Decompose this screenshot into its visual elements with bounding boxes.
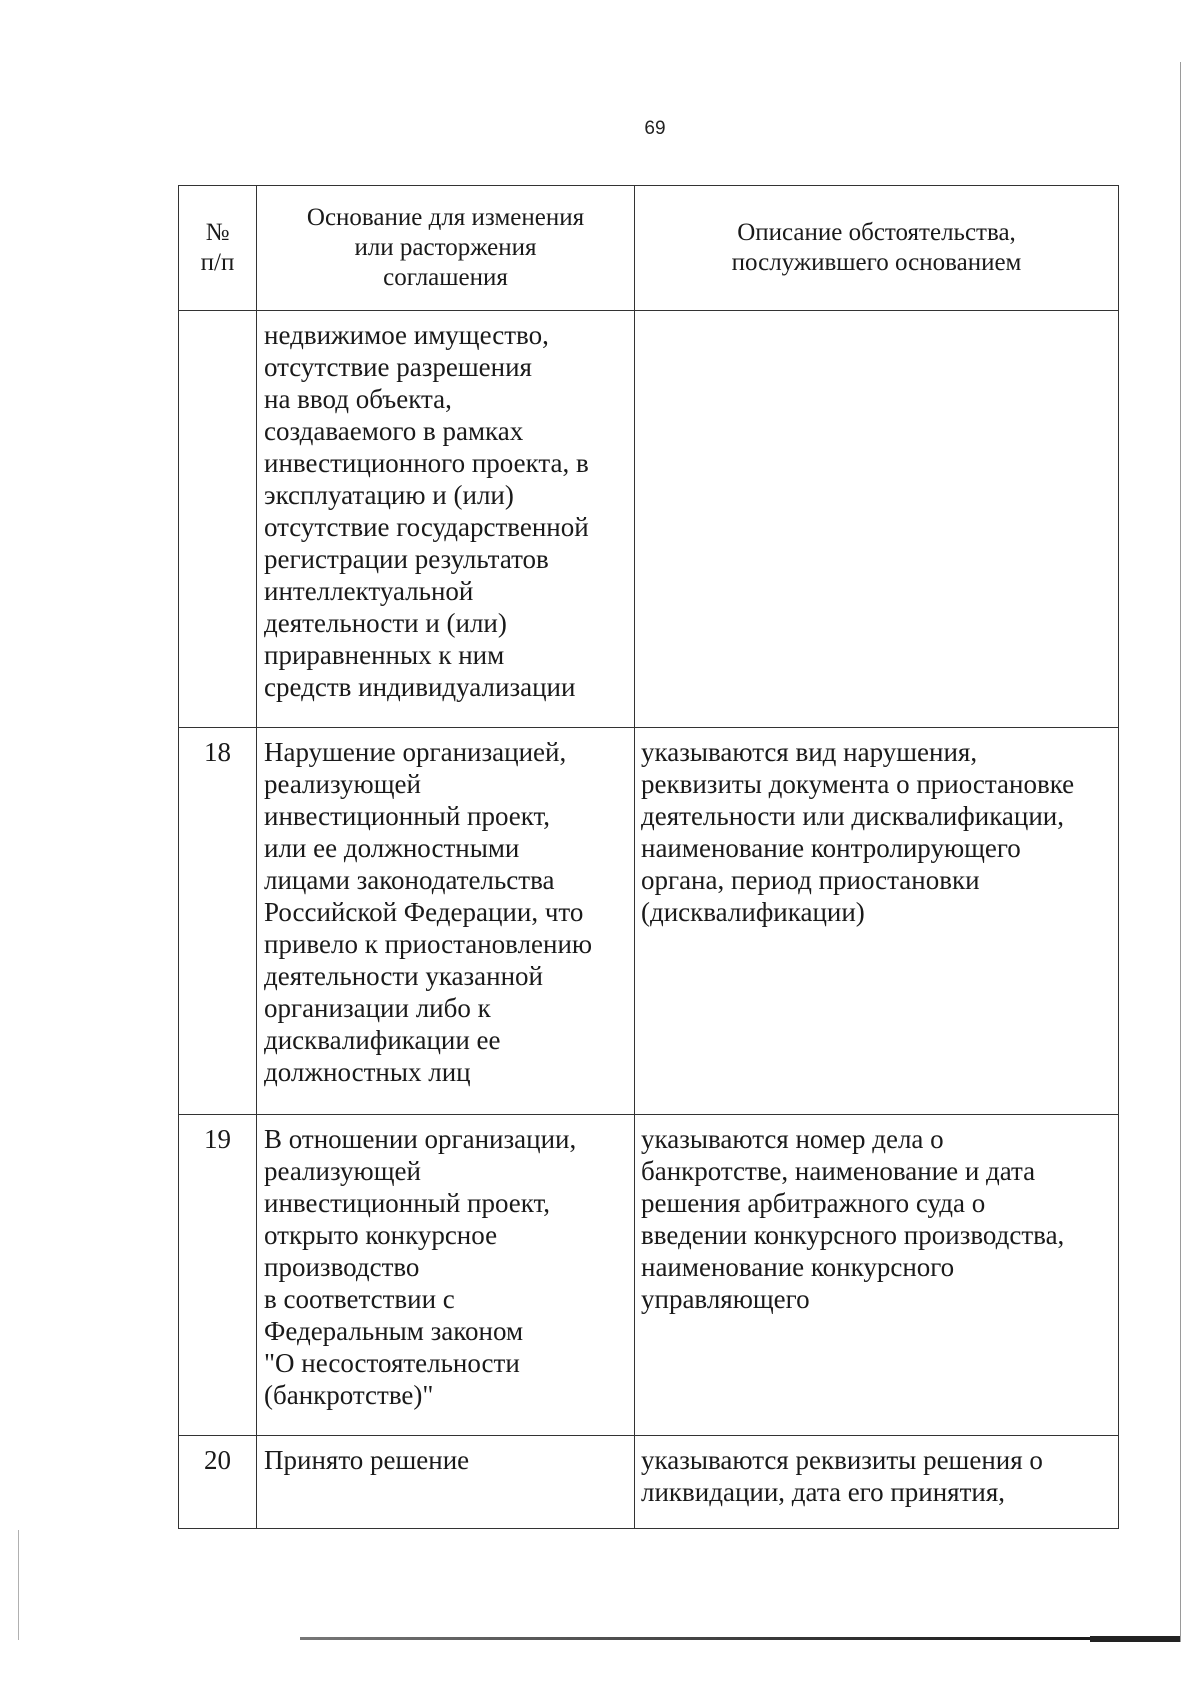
row-description [635, 1115, 1119, 1436]
header-description-line: послужившего основанием [731, 249, 1022, 276]
description-line: наименование конкурсного [641, 1252, 955, 1282]
header-basis-line: соглашения [383, 264, 508, 291]
grounds-table [178, 185, 1119, 1529]
basis-line: Нарушение организацией, [264, 737, 567, 767]
scan-right-edge [1180, 62, 1181, 1642]
row-number: 19 [179, 1115, 257, 1436]
scan-bottom-rule-thick [1090, 1636, 1180, 1642]
description-line: деятельности или дисквалификации, [641, 801, 1064, 831]
basis-line: Принято решение [264, 1445, 470, 1475]
header-num [179, 186, 257, 311]
basis-line: создаваемого в рамках [264, 416, 524, 446]
row-basis [257, 728, 635, 1115]
row-number: 20 [179, 1436, 257, 1529]
description-line: наименование контролирующего [641, 833, 1021, 863]
basis-line: производство [264, 1252, 420, 1282]
basis-line: эксплуатацию и (или) [264, 480, 514, 510]
basis-line: на ввод объекта, [264, 384, 452, 414]
basis-line: реализующей [264, 769, 421, 799]
basis-line: (банкротстве)" [264, 1380, 434, 1410]
row-number: 18 [179, 728, 257, 1115]
basis-line: или ее должностными [264, 833, 520, 863]
basis-line: открыто конкурсное [264, 1220, 498, 1250]
description-line: банкротстве, наименование и дата [641, 1156, 1036, 1186]
basis-line: деятельности указанной [264, 961, 544, 991]
basis-line: деятельности и (или) [264, 608, 507, 638]
row-basis [257, 1115, 635, 1436]
basis-line: отсутствие государственной [264, 512, 589, 542]
basis-line: инвестиционный проект, [264, 1188, 551, 1218]
scan-left-mark [18, 1530, 19, 1640]
table-row [179, 1436, 1119, 1529]
description-line: ликвидации, дата его принятия, [641, 1477, 1006, 1507]
description-line: указываются вид нарушения, [641, 737, 978, 767]
row-description [635, 1436, 1119, 1529]
description-line: указываются номер дела о [641, 1124, 944, 1154]
header-num-line: № [205, 219, 230, 246]
table-header-row [179, 186, 1119, 311]
header-basis-line: или расторжения [354, 234, 537, 261]
scan-bottom-rule [300, 1637, 1180, 1640]
basis-line: дисквалификации ее [264, 1025, 501, 1055]
basis-line: привело к приостановлению [264, 929, 593, 959]
table-row [179, 311, 1119, 728]
basis-line: Федеральным законом [264, 1316, 524, 1346]
header-description-line: Описание обстоятельства, [737, 219, 1016, 246]
table-row [179, 1115, 1119, 1436]
row-description [635, 311, 1119, 728]
basis-line: должностных лиц [264, 1057, 471, 1087]
basis-line: "О несостоятельности [264, 1348, 520, 1378]
row-number [179, 311, 257, 728]
header-num-line: п/п [200, 249, 235, 276]
description-line: реквизиты документа о приостановке [641, 769, 1075, 799]
header-basis-line: Основание для изменения [306, 204, 585, 231]
page-number: 69 [644, 118, 666, 139]
basis-line: интеллектуальной [264, 576, 474, 606]
basis-line: В отношении организации, [264, 1124, 577, 1154]
row-basis [257, 311, 635, 728]
description-line: (дисквалификации) [641, 897, 865, 927]
basis-line: отсутствие разрешения [264, 352, 532, 382]
basis-line: регистрации результатов [264, 544, 549, 574]
description-line: введении конкурсного производства, [641, 1220, 1065, 1250]
description-line: указываются реквизиты решения о [641, 1445, 1043, 1475]
basis-line: организации либо к [264, 993, 491, 1023]
header-basis [257, 186, 635, 311]
description-line: управляющего [641, 1284, 810, 1314]
basis-line: недвижимое имущество, [264, 320, 549, 350]
basis-line: в соответствии с [264, 1284, 455, 1314]
row-basis [257, 1436, 635, 1529]
basis-line: инвестиционного проекта, в [264, 448, 589, 478]
basis-line: инвестиционный проект, [264, 801, 551, 831]
description-line: решения арбитражного суда о [641, 1188, 986, 1218]
row-description [635, 728, 1119, 1115]
header-description [635, 186, 1119, 311]
basis-line: реализующей [264, 1156, 421, 1186]
basis-line: Российской Федерации, что [264, 897, 584, 927]
basis-line: лицами законодательства [264, 865, 555, 895]
table-row [179, 728, 1119, 1115]
basis-line: средств индивидуализации [264, 672, 576, 702]
basis-line: приравненных к ним [264, 640, 505, 670]
description-line: органа, период приостановки [641, 865, 980, 895]
